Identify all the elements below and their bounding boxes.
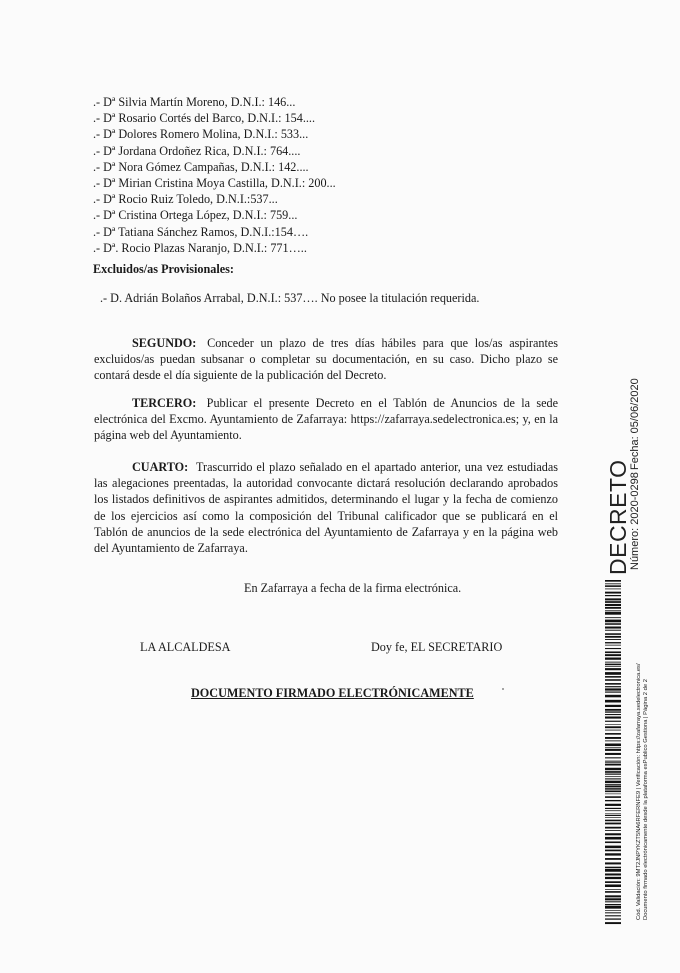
list-item: .- Dª Tatiana Sánchez Ramos, D.N.I.:154…. bbox=[93, 224, 309, 239]
barcode-bar bbox=[605, 747, 621, 748]
barcode-bar bbox=[605, 858, 621, 860]
barcode-bar bbox=[605, 633, 621, 635]
barcode-bar bbox=[605, 808, 621, 809]
barcode-bar bbox=[605, 873, 621, 875]
barcode-bar bbox=[605, 764, 621, 766]
list-item: .- Dª Cristina Ortega López, D.N.I.: 759... bbox=[93, 208, 298, 223]
barcode-bar bbox=[605, 662, 621, 663]
barcode-bar bbox=[605, 922, 621, 924]
barcode-bar bbox=[605, 774, 621, 775]
barcode-bar bbox=[605, 654, 621, 656]
barcode-bar bbox=[605, 651, 621, 653]
barcode-bar bbox=[605, 823, 621, 825]
segundo-label: SEGUNDO: bbox=[132, 336, 197, 350]
barcode-bar bbox=[605, 776, 621, 777]
barcode-bar bbox=[605, 683, 621, 685]
barcode-bar bbox=[605, 817, 621, 818]
barcode-bar bbox=[605, 724, 621, 725]
barcode-bar bbox=[605, 666, 621, 667]
barcode-bar bbox=[605, 884, 621, 887]
barcode-bar bbox=[605, 695, 621, 697]
barcode-bar bbox=[605, 642, 621, 643]
admitted-list bbox=[93, 94, 336, 256]
barcode-bar bbox=[605, 827, 621, 829]
cuarto-label: CUARTO: bbox=[132, 460, 189, 474]
barcode-bar bbox=[605, 869, 621, 872]
validation-code-line: Cód. Validación: 9MT2JNPYKZT5NA6RFERNFE9 | Verificación: https://zafarraya.sedelectronica.es/ bbox=[636, 663, 642, 920]
decree-date: Fecha: 05/06/2020 bbox=[629, 378, 641, 470]
barcode-bar bbox=[605, 781, 621, 783]
barcode-bar bbox=[605, 686, 621, 687]
tercero-paragraph bbox=[94, 395, 558, 444]
barcode-bar bbox=[605, 918, 621, 919]
barcode-bar bbox=[605, 630, 621, 631]
barcode-bar bbox=[605, 612, 621, 615]
barcode-bar bbox=[605, 668, 621, 670]
barcode-bar bbox=[605, 700, 621, 703]
barcode-bar bbox=[605, 815, 621, 816]
barcode-bar bbox=[605, 833, 621, 835]
barcode-bar bbox=[605, 733, 621, 735]
barcode-bar bbox=[605, 867, 621, 869]
list-item: .- Dª Nora Gómez Campañas, D.N.I.: 142.... bbox=[93, 159, 309, 174]
barcode-bar bbox=[605, 595, 621, 596]
barcode-bar bbox=[605, 762, 621, 763]
barcode-bar bbox=[605, 679, 621, 681]
barcode-bar bbox=[605, 709, 621, 711]
list-item: .- Dª Rocio Ruiz Toledo, D.N.I.:537... bbox=[93, 192, 278, 207]
barcode-bar bbox=[605, 761, 621, 762]
decree-number: Número: 2020-0298 bbox=[629, 472, 641, 570]
barcode-bar bbox=[605, 778, 621, 779]
barcode-bar bbox=[605, 648, 621, 649]
segundo-paragraph bbox=[94, 335, 558, 384]
barcode-bar bbox=[605, 862, 621, 864]
barcode-bar bbox=[605, 592, 621, 594]
barcode-bar bbox=[605, 912, 621, 913]
barcode-bar bbox=[605, 607, 621, 609]
barcode-bar bbox=[605, 743, 621, 746]
signed-notice: DOCUMENTO FIRMADO ELECTRÓNICAMENTE bbox=[191, 686, 474, 700]
barcode-bar bbox=[605, 813, 621, 814]
barcode-bar bbox=[605, 841, 621, 843]
barcode-bar bbox=[605, 895, 621, 897]
barcode-bar bbox=[605, 589, 621, 590]
barcode-bar bbox=[605, 830, 621, 831]
stray-dot bbox=[502, 688, 504, 690]
barcode-bar bbox=[605, 915, 621, 916]
barcode-bar bbox=[605, 664, 621, 666]
barcode-bar bbox=[605, 721, 621, 722]
list-item: .- Dª Dolores Romero Molina, D.N.I.: 533... bbox=[93, 127, 309, 142]
barcode-bar bbox=[605, 850, 621, 852]
barcode-bar bbox=[605, 820, 621, 822]
barcode-bar bbox=[605, 691, 621, 692]
barcode-bar bbox=[605, 810, 621, 811]
list-item: .- Dª Rosario Cortés del Barco, D.N.I.: 154.... bbox=[93, 111, 316, 126]
barcode-bar bbox=[605, 790, 621, 792]
barcode-bar bbox=[605, 658, 621, 660]
barcode-bar bbox=[605, 676, 621, 678]
barcode-bar bbox=[605, 800, 621, 801]
barcode-bar bbox=[605, 891, 621, 893]
barcode-bar bbox=[605, 585, 621, 587]
barcode-bar bbox=[605, 768, 621, 770]
barcode-bar bbox=[605, 804, 621, 806]
barcode-bar bbox=[605, 788, 621, 789]
list-item: .- Dª. Rocio Plazas Naranjo, D.N.I.: 771….. bbox=[93, 240, 307, 255]
barcode-bar bbox=[605, 714, 621, 715]
barcode-bar bbox=[605, 645, 621, 646]
barcode-bar bbox=[605, 636, 621, 638]
validation-platform-line: Documento firmado electrónicamente desde la plataforma esPublico Gestiona | Página 2 de 2 bbox=[643, 679, 649, 920]
barcode-bar bbox=[605, 837, 621, 840]
barcode-bar bbox=[605, 601, 621, 603]
barcode-bar bbox=[605, 853, 621, 855]
signatory-mayor: LA ALCALDESA bbox=[140, 640, 231, 654]
tercero-text: Publicar el presente Decreto en el Tablón de Anuncios de la sede electrónica del Excmo. Ayuntamiento de Zafarraya: https://zafarraya.sedelectronica.es; y, en la página web del Ayuntamiento. bbox=[94, 396, 558, 443]
barcode-bar bbox=[605, 672, 621, 675]
list-item: .- Dª Jordana Ordoñez Rica, D.N.I.: 764.... bbox=[93, 143, 301, 158]
barcode-bar bbox=[605, 877, 621, 879]
excluded-item: .- D. Adrián Bolaños Arrabal, D.N.I.: 537…. No posee la titulación requerida. bbox=[100, 291, 480, 305]
barcode-bar bbox=[605, 785, 621, 787]
tercero-label: TERCERO: bbox=[132, 396, 197, 410]
barcode-bar bbox=[605, 623, 621, 625]
decree-stamp-title: DECRETO bbox=[605, 459, 631, 575]
barcode-bar bbox=[605, 688, 621, 690]
barcode-bar bbox=[605, 784, 621, 785]
barcode-bar bbox=[605, 620, 621, 623]
list-item: .- Dª Silvia Martín Moreno, D.N.I.: 146... bbox=[93, 95, 296, 109]
barcode-bar bbox=[605, 910, 621, 911]
barcode-bar bbox=[605, 771, 621, 773]
barcode-bar bbox=[605, 737, 621, 739]
barcode-bar bbox=[605, 580, 621, 582]
barcode-bar bbox=[605, 794, 621, 795]
barcode-bar bbox=[605, 906, 621, 909]
barcode-bar bbox=[605, 757, 621, 758]
barcode-bar bbox=[605, 726, 621, 728]
signatory-secretary: Doy fe, EL SECRETARIO bbox=[371, 640, 503, 654]
barcode bbox=[605, 580, 621, 925]
list-item: .- Dª Mirian Cristina Moya Castilla, D.N.I.: 200... bbox=[93, 176, 336, 191]
barcode-bar bbox=[605, 881, 621, 883]
barcode-bar bbox=[605, 753, 621, 755]
barcode-bar bbox=[605, 639, 621, 640]
barcode-bar bbox=[605, 740, 621, 741]
cuarto-text: Trascurrido el plazo señalado en el apartado anterior, una vez estudiadas las alegaciones preentadas, la autoridad convocante dictará resolución declarando aprobados los listados definitivos de aspirantes admitidos, determinando el lugar y la fecha de comienzo de los ejercicios así como la composición del Tribunal calificador que se publicará en el Tablón de anuncios de la sede electrónica del Ayuntamiento de Zafarraya y en la página web del Ayuntamiento de Zafarraya. bbox=[94, 460, 559, 556]
place-date: En Zafarraya a fecha de la firma electrónica. bbox=[244, 581, 462, 595]
barcode-bar bbox=[605, 598, 621, 600]
barcode-bar bbox=[605, 604, 621, 606]
barcode-bar bbox=[605, 610, 621, 611]
barcode-bar bbox=[605, 730, 621, 731]
barcode-bar bbox=[605, 617, 621, 618]
barcode-bar bbox=[605, 705, 621, 707]
barcode-bar bbox=[605, 901, 621, 902]
excluded-heading: Excluidos/as Provisionales: bbox=[93, 262, 234, 276]
barcode-bar bbox=[605, 749, 621, 751]
barcode-bar bbox=[605, 716, 621, 718]
barcode-bar bbox=[605, 889, 621, 890]
barcode-bar bbox=[605, 898, 621, 900]
barcode-bar bbox=[605, 626, 621, 628]
barcode-bar bbox=[605, 846, 621, 849]
segundo-text: Conceder un plazo de tres días hábiles para que los/as aspirantes excluidos/as puedan subsanar o completar su documentación, en su caso. Dicho plazo se contará desde el día siguiente de la publicación del Decreto. bbox=[94, 336, 558, 383]
barcode-bar bbox=[605, 583, 621, 584]
barcode-bar bbox=[605, 796, 621, 798]
cuarto-paragraph bbox=[94, 459, 558, 556]
barcode-bar bbox=[605, 711, 621, 712]
barcode-bar bbox=[605, 904, 621, 905]
